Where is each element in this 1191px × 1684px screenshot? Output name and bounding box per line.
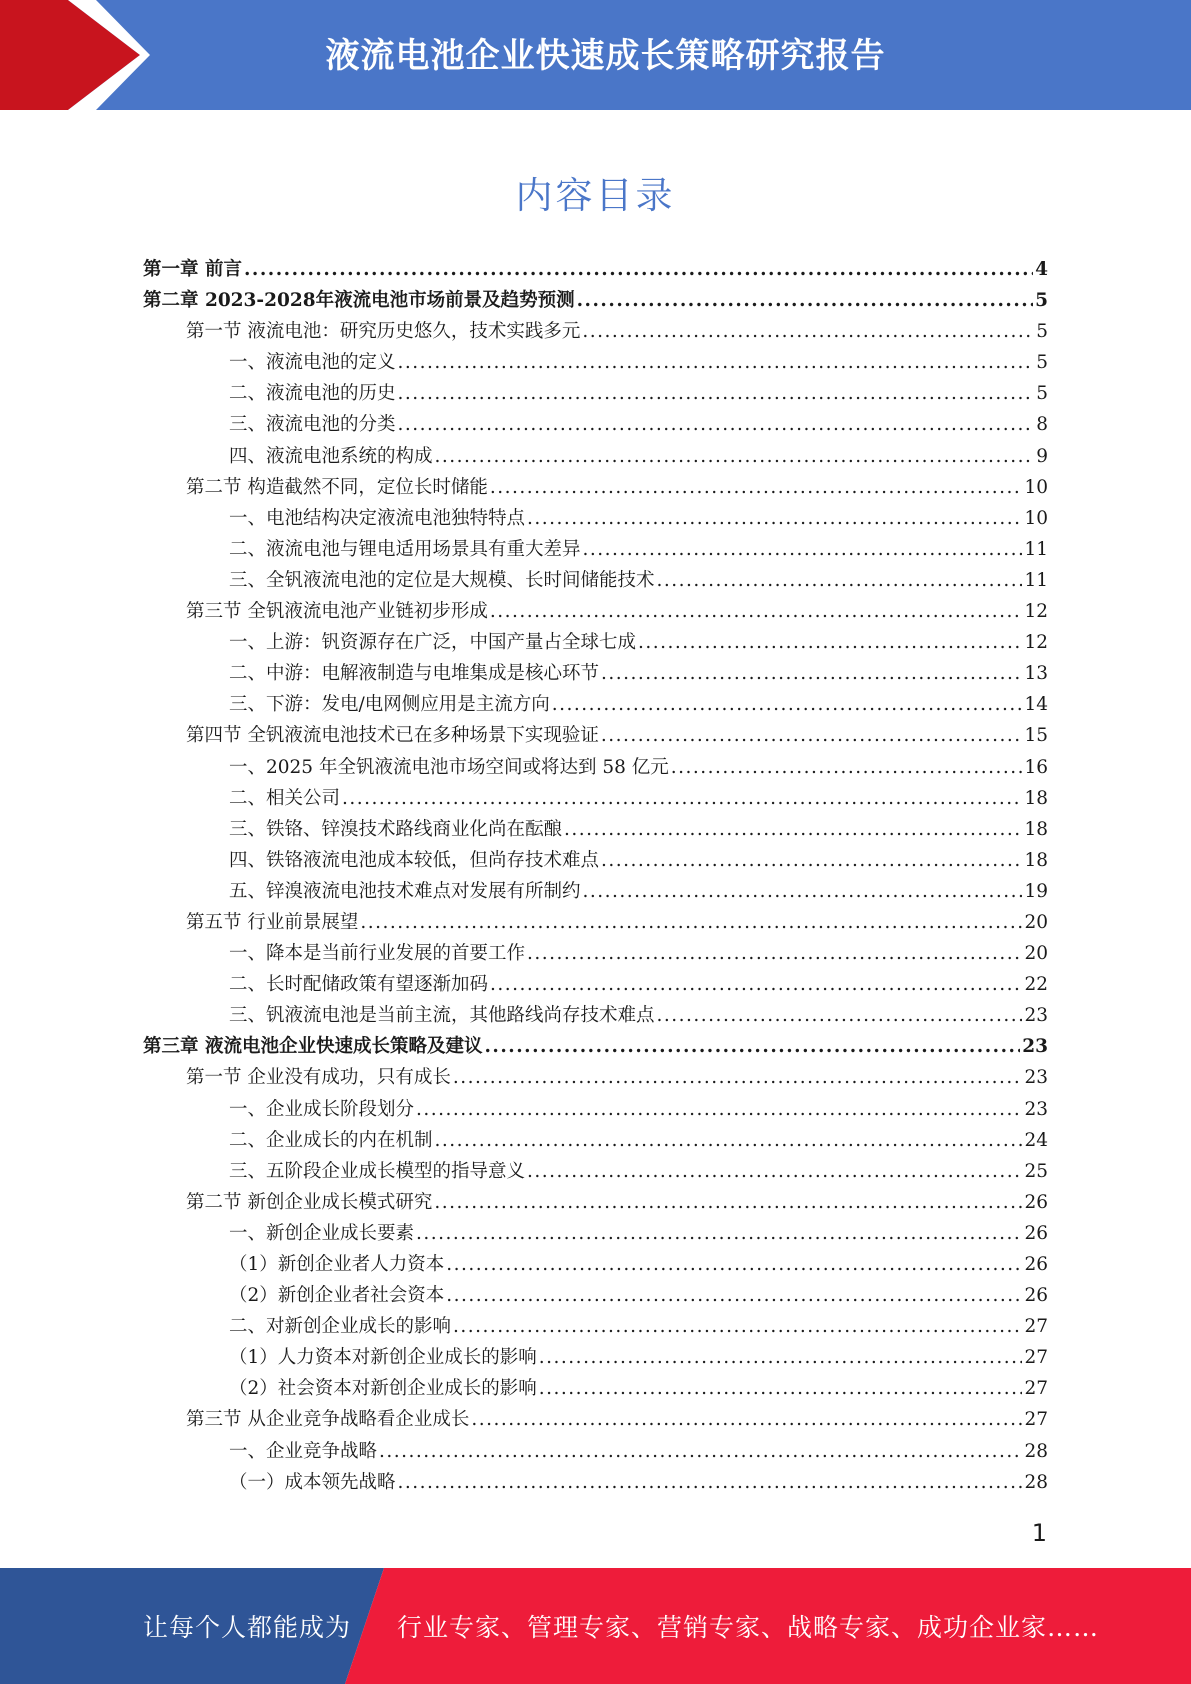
toc-entry-page: 5 [1036, 383, 1048, 405]
toc-dot-leader [360, 907, 1022, 938]
toc-entry-label: 第三节 从企业竞争战略看企业成长 [186, 1409, 470, 1431]
toc-dot-leader [379, 1436, 1022, 1467]
toc-entry-page: 28 [1024, 1471, 1048, 1493]
toc-dot-leader [453, 1062, 1023, 1093]
toc-entry-label: 二、液流电池的历史 [229, 383, 396, 405]
toc-entry-page: 5 [1036, 352, 1048, 374]
toc-entry-page: 10 [1024, 507, 1048, 529]
toc-entry-label: 五、锌溴液流电池技术难点对发展有所制约 [229, 880, 581, 902]
toc-dot-leader [398, 378, 1035, 409]
toc-entry[interactable] [143, 814, 1048, 845]
toc-dot-leader [446, 1249, 1022, 1280]
toc-entry[interactable] [143, 1280, 1048, 1311]
toc-entry[interactable] [143, 1187, 1048, 1218]
toc-entry-page: 23 [1022, 1036, 1048, 1058]
toc-dot-leader [539, 1342, 1023, 1373]
toc-entry-page: 18 [1024, 787, 1048, 809]
toc-dot-leader [638, 627, 1022, 658]
toc-dot-leader [342, 783, 1022, 814]
toc-entry-page: 27 [1024, 1409, 1048, 1431]
toc-entry-label: 二、企业成长的内在机制 [229, 1129, 433, 1151]
toc-dot-leader [416, 1094, 1022, 1125]
toc-entry-label: 三、全钒液流电池的定位是大规模、长时间储能技术 [229, 569, 655, 591]
toc-entry-page: 26 [1024, 1254, 1048, 1275]
toc-entry-page: 11 [1024, 538, 1048, 560]
toc-entry-label: （2）社会资本对新创企业成长的影响 [229, 1378, 537, 1400]
toc-entry-page: 27 [1024, 1316, 1048, 1338]
toc-dot-leader [490, 596, 1023, 627]
toc-entry-label: 二、液流电池与锂电适用场景具有重大差异 [229, 538, 581, 560]
toc-entry[interactable] [143, 1249, 1048, 1280]
toc-entry-label: 第二章 2023-2028年液流电池市场前景及趋势预测 [143, 290, 575, 312]
toc-entry[interactable] [143, 503, 1048, 534]
report-title: 液流电池企业快速成长策略研究报告 [325, 36, 886, 76]
toc-dot-leader [657, 565, 1023, 596]
toc-entry-label: 第二节 新创企业成长模式研究 [186, 1191, 433, 1213]
toc-entry-page: 13 [1024, 663, 1048, 685]
toc-entry-label: 一、电池结构决定液流电池独特特点 [229, 507, 526, 529]
toc-entry[interactable] [143, 938, 1048, 969]
toc-dot-leader [416, 1218, 1022, 1249]
toc-entry-label: 二、中游：电解液制造与电堆集成是核心环节 [229, 663, 600, 685]
toc-dot-leader [435, 1125, 1023, 1156]
toc-entry[interactable] [143, 378, 1048, 409]
toc-entry[interactable] [143, 1373, 1048, 1404]
toc-entry-label: 第一节 企业没有成功，只有成长 [186, 1067, 451, 1089]
toc-entry-label: 第三章 液流电池企业快速成长策略及建议 [143, 1036, 483, 1058]
toc-dot-leader [398, 409, 1035, 440]
toc-entry-page: 11 [1024, 569, 1048, 591]
toc-entry-page: 22 [1024, 974, 1048, 996]
toc-entry-page: 15 [1024, 725, 1048, 747]
toc-entry-label: 四、液流电池系统的构成 [229, 445, 433, 467]
toc-entry[interactable] [143, 1094, 1048, 1125]
toc-entry-page: 24 [1024, 1129, 1048, 1151]
toc-entry[interactable] [143, 472, 1048, 503]
toc-dot-leader [490, 472, 1023, 503]
toc-entry-label: 一、液流电池的定义 [229, 352, 396, 374]
toc-dot-leader [398, 1467, 1023, 1498]
toc-dot-leader [564, 814, 1022, 845]
toc-entry[interactable] [143, 876, 1048, 907]
toc-heading: 内容目录 [515, 174, 676, 217]
toc-entry-label: 第三节 全钒液流电池产业链初步形成 [186, 601, 488, 623]
toc-entry[interactable] [143, 1436, 1048, 1467]
toc-entry[interactable] [143, 347, 1048, 378]
toc-entry-page: 5 [1035, 290, 1048, 312]
toc-entry-page: 26 [1024, 1285, 1048, 1307]
toc-entry[interactable] [143, 596, 1048, 627]
toc-dot-leader [435, 441, 1035, 472]
toc-dot-leader [490, 969, 1022, 1000]
toc-entry-page: 23 [1024, 1098, 1048, 1120]
table-of-contents [143, 254, 1048, 1498]
toc-dot-leader [471, 1404, 1022, 1435]
toc-dot-leader [577, 285, 1034, 316]
toc-entry-page: 25 [1024, 1160, 1048, 1182]
toc-entry-page: 27 [1024, 1347, 1048, 1369]
toc-entry[interactable] [143, 441, 1048, 472]
toc-entry-page: 26 [1024, 1222, 1048, 1244]
toc-dot-leader [601, 658, 1022, 689]
toc-entry-page: 14 [1024, 694, 1048, 716]
toc-entry-page: 23 [1024, 1067, 1048, 1089]
toc-entry-page: 8 [1036, 414, 1048, 436]
toc-entry-page: 16 [1024, 756, 1048, 778]
toc-entry-page: 27 [1024, 1378, 1048, 1400]
toc-entry[interactable] [143, 1125, 1048, 1156]
page-footer [0, 1568, 1191, 1684]
toc-dot-leader [527, 503, 1022, 534]
toc-entry[interactable] [143, 845, 1048, 876]
toc-entry-page: 26 [1024, 1191, 1048, 1213]
toc-entry-label: （一）成本领先战略 [229, 1471, 396, 1493]
toc-dot-leader [583, 876, 1023, 907]
toc-entry[interactable] [143, 1156, 1048, 1187]
toc-entry-label: 第一节 液流电池：研究历史悠久，技术实践多元 [186, 321, 581, 343]
toc-dot-leader [446, 1280, 1022, 1311]
toc-entry-label: 三、钒液流电池是当前主流，其他路线尚存技术难点 [229, 1005, 655, 1027]
toc-entry[interactable] [143, 627, 1048, 658]
toc-entry[interactable] [143, 254, 1048, 285]
toc-entry-label: 一、企业竞争战略 [229, 1440, 378, 1462]
toc-entry[interactable] [143, 907, 1048, 938]
toc-entry[interactable] [143, 1000, 1048, 1031]
toc-entry[interactable] [143, 752, 1048, 783]
toc-entry-label: 第五节 行业前景展望 [186, 911, 359, 933]
toc-dot-leader [453, 1311, 1022, 1342]
toc-entry[interactable] [143, 1062, 1048, 1093]
toc-entry-page: 20 [1024, 943, 1048, 965]
toc-dot-leader [583, 534, 1023, 565]
toc-entry[interactable] [143, 565, 1048, 596]
toc-entry[interactable] [143, 1342, 1048, 1373]
toc-dot-leader [671, 752, 1023, 783]
footer-slogan-right: 行业专家、管理专家、营销专家、战略专家、成功企业家…… [397, 1613, 1100, 1642]
toc-entry[interactable] [143, 720, 1048, 751]
page-header [0, 0, 1191, 110]
toc-entry-label: 二、长时配储政策有望逐渐加码 [229, 974, 489, 996]
toc-entry-page: 28 [1024, 1440, 1048, 1462]
toc-entry-label: （1）人力资本对新创企业成长的影响 [229, 1347, 537, 1369]
toc-entry-label: 第二节 构造截然不同，定位长时储能 [186, 476, 488, 498]
toc-dot-leader [484, 1031, 1020, 1062]
toc-entry-label: 二、对新创企业成长的影响 [229, 1316, 452, 1338]
toc-entry-label: 三、液流电池的分类 [229, 414, 396, 436]
toc-entry[interactable] [143, 1031, 1048, 1062]
toc-entry[interactable] [143, 1218, 1048, 1249]
toc-dot-leader [244, 254, 1033, 285]
toc-entry-label: 一、企业成长阶段划分 [229, 1098, 415, 1120]
toc-entry[interactable] [143, 658, 1048, 689]
toc-entry-label: 三、铁铬、锌溴技术路线商业化尚在酝酿 [229, 818, 563, 840]
page-number: 1 [1031, 1519, 1047, 1547]
toc-dot-leader [582, 316, 1034, 347]
toc-dot-leader [657, 1000, 1023, 1031]
toc-entry-label: 二、相关公司 [229, 787, 341, 809]
toc-entry[interactable] [143, 534, 1048, 565]
toc-entry-label: 一、2025 年全钒液流电池市场空间或将达到 58 亿元 [229, 756, 669, 778]
toc-entry[interactable] [143, 689, 1048, 720]
toc-entry-label: 三、五阶段企业成长模型的指导意义 [229, 1160, 526, 1182]
toc-entry-page: 9 [1036, 445, 1048, 467]
toc-entry-page: 12 [1024, 632, 1048, 654]
toc-entry-label: （1）新创企业者人力资本 [229, 1254, 445, 1275]
toc-entry-page: 18 [1024, 849, 1048, 871]
toc-dot-leader [552, 689, 1023, 720]
toc-entry-label: 第一章 前言 [143, 259, 242, 280]
toc-dot-leader [527, 938, 1022, 969]
toc-dot-leader [601, 845, 1022, 876]
toc-entry[interactable] [143, 783, 1048, 814]
toc-entry[interactable] [143, 969, 1048, 1000]
toc-entry-page: 19 [1024, 880, 1048, 902]
toc-entry[interactable] [143, 285, 1048, 316]
toc-entry[interactable] [143, 1467, 1048, 1498]
toc-entry-page: 20 [1024, 911, 1048, 933]
toc-entry-label: 第四节 全钒液流电池技术已在多种场景下实现验证 [186, 725, 599, 747]
toc-dot-leader [527, 1156, 1022, 1187]
toc-entry[interactable] [143, 1311, 1048, 1342]
toc-entry-page: 10 [1024, 476, 1048, 498]
toc-entry-page: 4 [1035, 259, 1048, 280]
footer-slogan-left: 让每个人都能成为 [143, 1613, 352, 1642]
toc-entry-label: 一、降本是当前行业发展的首要工作 [229, 943, 526, 965]
toc-entry[interactable] [143, 1404, 1048, 1435]
toc-dot-leader [398, 347, 1035, 378]
toc-entry[interactable] [143, 409, 1048, 440]
toc-entry[interactable] [143, 316, 1048, 347]
toc-entry-page: 5 [1036, 321, 1048, 343]
toc-entry-label: （2）新创企业者社会资本 [229, 1285, 445, 1307]
toc-dot-leader [434, 1187, 1022, 1218]
toc-entry-label: 一、上游：钒资源存在广泛，中国产量占全球七成 [229, 632, 637, 654]
toc-dot-leader [601, 720, 1023, 751]
toc-entry-page: 23 [1024, 1005, 1048, 1027]
toc-entry-page: 12 [1024, 601, 1048, 623]
toc-entry-label: 四、铁铬液流电池成本较低，但尚存技术难点 [229, 849, 600, 871]
toc-entry-label: 三、下游：发电/电网侧应用是主流方向 [229, 694, 550, 716]
toc-entry-page: 18 [1024, 818, 1048, 840]
toc-dot-leader [539, 1373, 1023, 1404]
toc-entry-label: 一、新创企业成长要素 [229, 1222, 415, 1244]
